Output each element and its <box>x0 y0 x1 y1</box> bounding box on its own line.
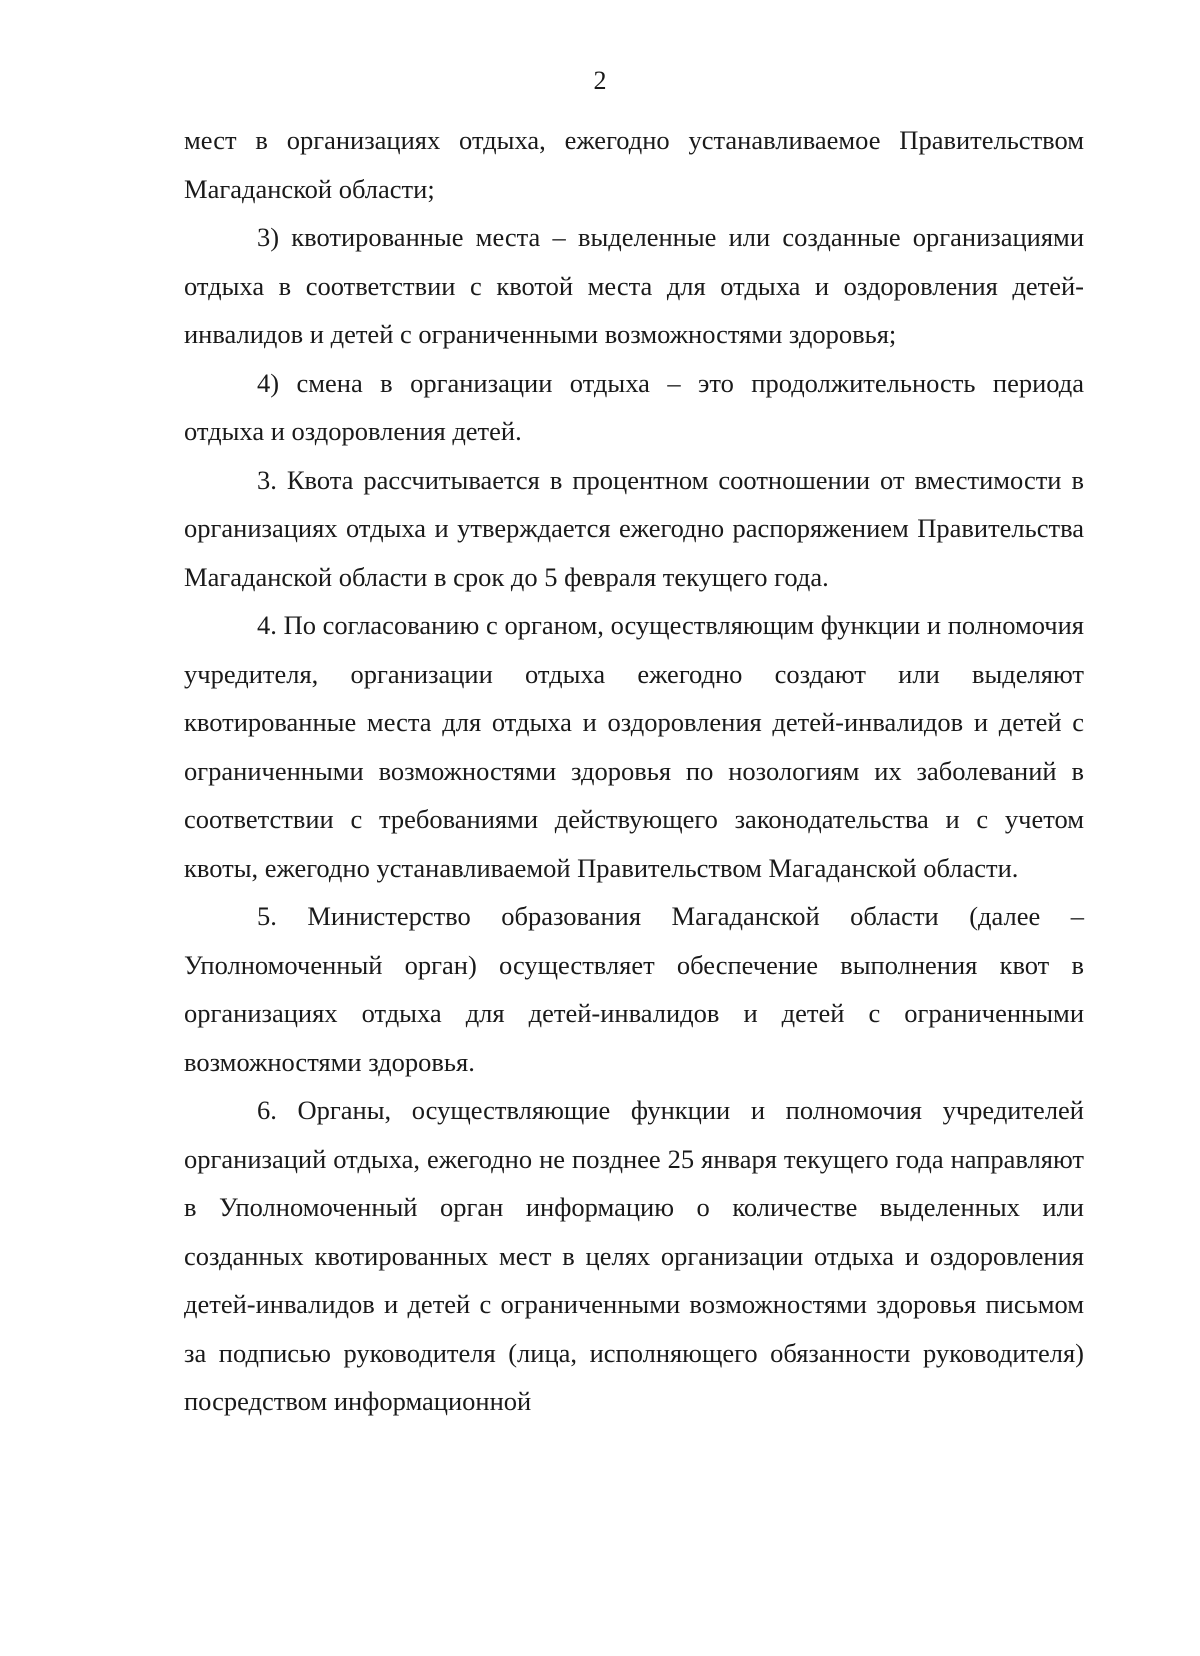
document-body <box>184 116 1084 1426</box>
paragraph-section-5: 5. Министерство образования Магаданской области (далее – Уполномоченный орган) осуществляет обеспечение выполнения квот в организациях отдыха для детей-инвалидов и детей с ограниченными возможностями здоровья. <box>184 901 1084 1077</box>
paragraph-item-3-definition: 3) квотированные места – выделенные или созданные организациями отдыха в соответствии с квотой места для отдыха и оздоровления детей-инвалидов и детей с ограниченными возможностями здоровья; <box>184 222 1084 349</box>
paragraph-section-4: 4. По согласованию с органом, осуществляющим функции и полномочия учредителя, организации отдыха ежегодно создают или выделяют квотированные места для отдыха и оздоровления детей-инвалидов и детей с ограниченными возможностями здоровья по нозологиям их заболеваний в соответствии с требованиями действующего законодательства и с учетом квоты, ежегодно устанавливаемой Правительством Магаданской области. <box>184 610 1084 883</box>
paragraph-section-6: 6. Органы, осуществляющие функции и полномочия учредителей организаций отдыха, ежегодно не позднее 25 января текущего года направляют в Уполномоченный орган информацию о количестве выделенных или созданных квотированных мест в целях организации отдыха и оздоровления детей-инвалидов и детей с ограниченными возможностями здоровья письмом за подписью руководителя (лица, исполняющего обязанности руководителя) посредством информационной <box>184 1095 1084 1416</box>
paragraph-section-3: 3. Квота рассчитывается в процентном соотношении от вместимости в организациях отдыха и утверждается ежегодно распоряжением Правительства Магаданской области в срок до 5 февраля текущего года. <box>184 464 1084 592</box>
page-number: 2 <box>593 66 607 95</box>
paragraph-continuation: мест в организациях отдыха, ежегодно устанавливаемое Правительством Магаданской области; <box>184 125 1084 204</box>
paragraph-item-4-definition: 4) смена в организации отдыха – это продолжительность периода отдыха и оздоровления детей. <box>184 367 1084 446</box>
